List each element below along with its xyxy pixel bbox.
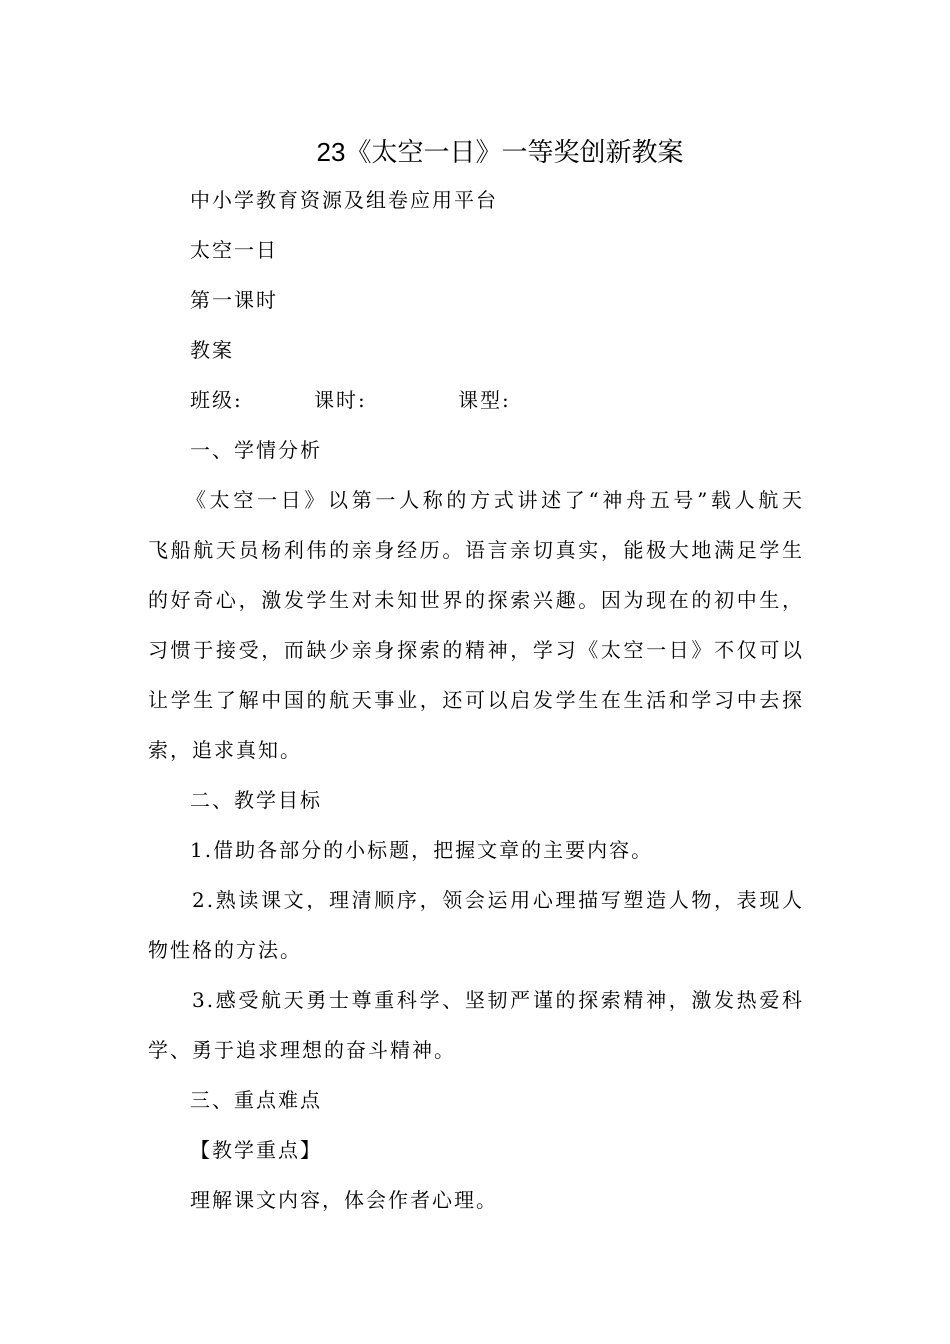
key-points-text: 理解课文内容，体会作者心理。 (190, 1188, 498, 1212)
section1-line: 《太空一日》以第一人称的方式讲述了“神舟五号”载人航天 (186, 488, 804, 512)
section1-line: 的好奇心，激发学生对未知世界的探索兴趣。因为现在的初中生， (148, 588, 804, 612)
goal-3-line: 3.感受航天勇士尊重科学、坚韧严谨的探索精神，激发热爱科 (192, 988, 804, 1012)
source-line: 中小学教育资源及组卷应用平台 (190, 188, 498, 212)
goal-3-line: 学、勇于追求理想的奋斗精神。 (148, 1038, 456, 1062)
class-label: 班级: (190, 388, 243, 412)
goal-2-line: 物性格的方法。 (148, 938, 302, 962)
goal-2-line: 2.熟读课文，理清顺序，领会运用心理描写塑造人物，表现人 (192, 888, 804, 912)
meta-row (190, 385, 690, 415)
lesson-period: 第一课时 (190, 288, 278, 312)
section2-heading: 二、教学目标 (190, 788, 322, 812)
section1-heading: 一、学情分析 (190, 438, 322, 462)
hours-label: 课时: (314, 388, 367, 412)
section1-line: 让学生了解中国的航天事业，还可以启发学生在生活和学习中去探 (148, 688, 804, 712)
type-label: 课型: (458, 388, 511, 412)
goal-1: 1.借助各部分的小标题，把握文章的主要内容。 (190, 838, 654, 862)
lesson-name: 太空一日 (190, 238, 278, 262)
doc-type: 教案 (190, 338, 234, 362)
section1-line: 习惯于接受，而缺少亲身探索的精神，学习《太空一日》不仅可以 (148, 638, 804, 662)
section1-line: 飞船航天员杨利伟的亲身经历。语言亲切真实，能极大地满足学生 (148, 538, 804, 562)
document-title: 23《太空一日》一等奖创新教案 (316, 137, 684, 167)
key-points-label: 【教学重点】 (190, 1138, 322, 1162)
section1-line: 索，追求真知。 (148, 738, 302, 762)
section3-heading: 三、重点难点 (190, 1088, 322, 1112)
